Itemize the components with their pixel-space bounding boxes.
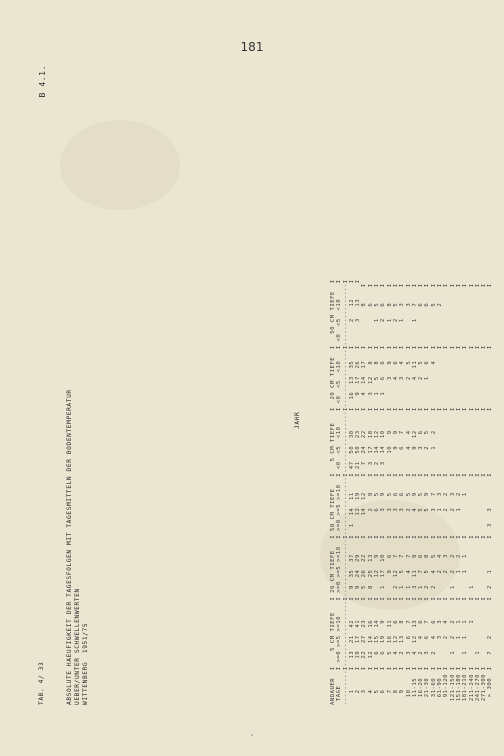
table-row: 151-180 I 1 1 I 1 2 I 1 2 I I I I — [455, 283, 462, 705]
table-row: 61-90 I 3 3 I 2 4 I 1 3 I I I 2 I — [437, 283, 444, 705]
table-row: 241-270 I 1 I I I I I I — [474, 283, 481, 705]
table-row: 121-150 I 1 2 2 I 1 2 2 I 2 3 I I I I — [449, 283, 456, 705]
table-header-row: ---------I-----------------I---------------I---------------I----------------I---------------I----------------I — [342, 279, 349, 705]
reference-code: B 4.1. — [38, 65, 47, 98]
table-row: 211-240 I 1 I 1 I I I I I — [468, 283, 475, 705]
table-row: 7 I 5 16 11 I 9 6 I 3 5 I 10 9 I 3 9 I 1 8 I — [386, 283, 393, 705]
rotated-printout-table — [30, 65, 494, 705]
table-row: 16-20 I 2 4 6 I 1 7 6 I 5 5 I 3 6 I 2 5 I 6 I — [418, 283, 425, 705]
table-row: > 300 I 7 2 I 2 1 I 3 3 I I I I — [487, 283, 494, 705]
table-row: 3 I 22 27 23 I 5 26 22 I 14 12 I 7 24 22 I 4 14 17 I 8 I — [361, 283, 368, 705]
page-number: 181 — [240, 40, 264, 54]
table-row: 6 I 6 19 9 I 1 17 10 I 3 9 I 3 14 10 I 1 6 6 I 2 6 I — [380, 283, 387, 705]
table-row: 1 I 13 21 42 I 9 35 37 I 1 14 11 I 47 50 30 I 16 13 35 I 2 12 I — [348, 279, 355, 705]
table-row: 4 I 12 14 16 I 8 25 13 I 2 9 I 3 17 18 I 3 12 8 I 6 I — [367, 283, 374, 705]
table-title-line-2: UEBER/UNTER SCHWELLENWERTEN — [74, 588, 81, 705]
table-row: 9 I 2 13 8 I 1 5 7 I 3 6 I 6 7 I 3 4 I 1 3 I — [399, 283, 406, 705]
table-row: 11-15 I 4 12 13 I 3 11 9 I 4 9 I 9 12 I 4 11 I 1 7 I — [411, 283, 418, 705]
table-row: 5 I 6 15 14 I 12 9 I 6 5 I 2 14 12 I 1 5 8 I 1 5 I — [374, 283, 381, 705]
table-row: 181-210 I 1 1 1 I 1 1 I 1 I I I I — [462, 283, 469, 705]
year-label: JAHR — [294, 411, 301, 429]
table-row: 8 I 4 12 6 I 2 12 7 I 3 6 I 9 9 I 4 6 I 2 5 I — [392, 283, 399, 705]
table-title-line-3: WITTENBERG 1951/75 — [82, 622, 89, 705]
table-row: 91-120 I 2 4 I 2 3 I 2 2 I I I I — [443, 283, 450, 705]
table-row: 21-30 I 3 6 7 I 2 5 8 I 5 9 I 2 5 I 1 6 I 6 I — [424, 283, 431, 705]
frequency-table — [330, 280, 494, 705]
table-row: 10 I 3 6 7 I 1 4 7 I 2 5 I 4 4 I 2 5 I 3 I — [405, 283, 412, 705]
table-row: 31-60 I 2 4 6 I 2 4 5 I 3 7 I 1 2 I 4 I 5 I — [430, 283, 437, 705]
table-header-row: TAGE I >=0 >=5 >=10 I >=0 >=5 >=10 I >=0 >=5 >=10 I <0 <5 <10 I <0 <5 <10 I <0 <5 <10 I — [336, 279, 343, 705]
table-row: 2 I 19 17 41 I 9 24 29 I 12 19 I 21 50 23 I 9 17 26 I 3 13 I — [355, 279, 362, 705]
table-row: 271-300 I I I I I I I — [481, 283, 488, 705]
table-title-line-1: ABSOLUTE HAEUFIGKEIT DER TAGESFOLGEN MIT TAGESMITTELN DER BODENTEMPERATUR — [66, 389, 73, 705]
table-id: TAB. 4/ 33 — [38, 661, 45, 705]
footer-mark: ' — [249, 733, 255, 741]
table-header-row: ANDAUER I 5 CM TIEFE I 20 CM TIEFE I 50 CM TIEFE I 5 CM TIEFE I 20 CM TIEFE I 50 CM TIEFE I — [330, 279, 336, 705]
